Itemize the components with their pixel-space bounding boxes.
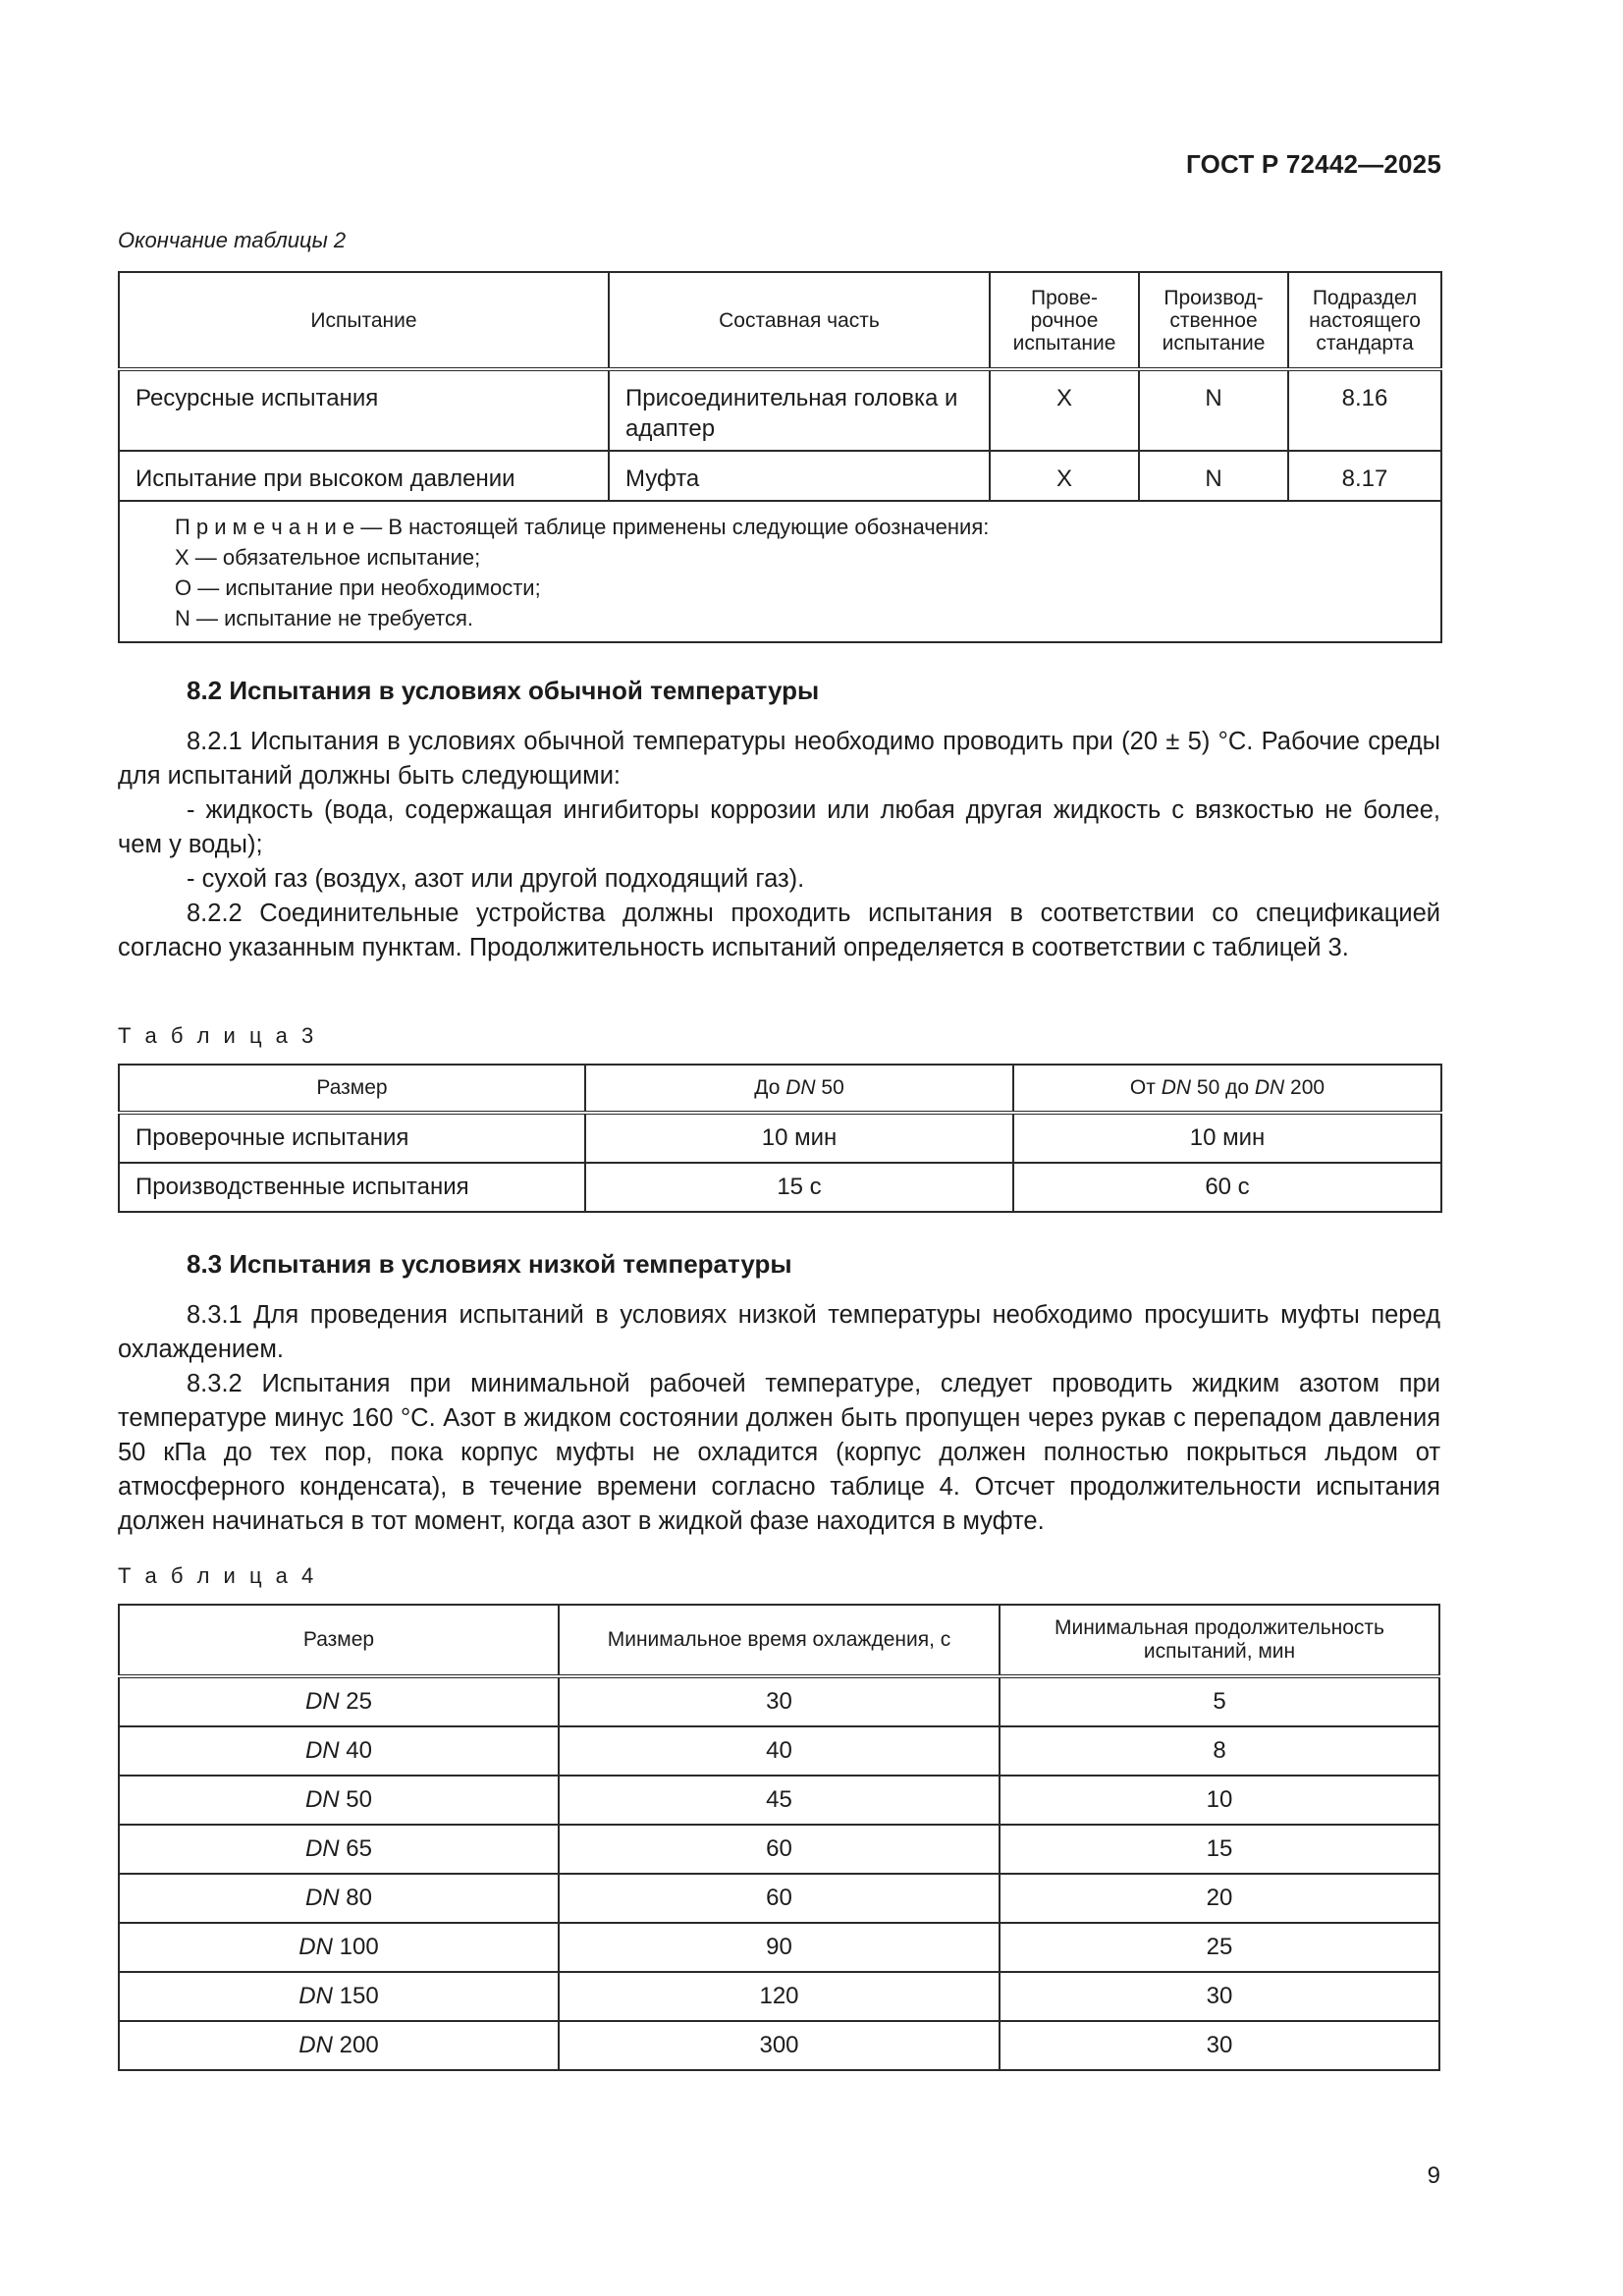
note-line: X — обязательное испытание; [175,545,481,570]
table-row [119,2021,1439,2070]
paragraph-liquid: - жидкость (вода, содержащая ингибиторы коррозии или любая другая жидкость с вязкостью не более, чем у воды); [118,796,1440,858]
note-line: N — испытание не требуется. [175,606,474,630]
table-cell: 300 [559,2021,1000,2070]
table-row [119,1676,1439,1726]
paragraph-8-3-1: 8.3.1 Для проведения испытаний в условиях низкой температуры необходимо просушить муфты перед охлаждением. [118,1301,1440,1363]
table-cell: Муфта [609,451,990,501]
table-cell: X [990,451,1139,501]
table-cell: 60 с [1013,1163,1441,1212]
table-cell: 120 [559,1972,1000,2021]
table-cell: DN 25 [119,1676,559,1726]
table-cell: 10 мин [1013,1113,1441,1163]
table3-header-cell: Размер [119,1065,585,1113]
table-cell: Присоединительная головка и адаптер [609,369,990,451]
table-cell: Производственные испытания [119,1163,585,1212]
table2-note-row [119,501,1441,642]
table-cell: 5 [1000,1676,1439,1726]
paragraph-8-2-2: 8.2.2 Соединительные устройства должны проходить испытания в соответствии со спецификацией согласно указанным пунктам. Продолжительность испытаний определяется в соответствии с таблицей 3. [118,900,1440,961]
table-cell: DN 50 [119,1776,559,1825]
table-cell: 40 [559,1726,1000,1776]
paragraph-gas: - сухой газ (воздух, азот или другой подходящий газ). [187,865,805,893]
page-number: 9 [1427,2162,1440,2189]
table-cell: 8.17 [1288,451,1441,501]
note-text: — В настоящей таблице применены следующие обозначения: [354,515,990,539]
table-cell: Проверочные испытания [119,1113,585,1163]
table-cell: 30 [1000,2021,1439,2070]
table-cell: DN 100 [119,1923,559,1972]
table2-header-cell: Составная часть [609,272,990,369]
table-cell: 60 [559,1825,1000,1874]
table-cell: 45 [559,1776,1000,1825]
table-cell: DN 40 [119,1726,559,1776]
table-cell: N [1139,451,1288,501]
table-cell: 90 [559,1923,1000,1972]
note-label: П р и м е ч а н и е [175,515,355,539]
table-row [119,1113,1441,1163]
table-row [119,451,1441,501]
table-cell: 30 [1000,1972,1439,2021]
table-cell: Испытание при высоком давлении [119,451,609,501]
table4-header-cell: Минимальное время охлаждения, с [559,1605,1000,1676]
table4-body [119,1676,1439,2070]
table-row [119,1163,1441,1212]
table2-header-cell: Прове- рочное испытание [990,272,1139,369]
table-cell: 60 [559,1874,1000,1923]
table-row [119,1923,1439,1972]
table-row [119,1726,1439,1776]
table-cell: 30 [559,1676,1000,1726]
table-cell: 8 [1000,1726,1439,1776]
table-cell: 10 мин [585,1113,1013,1163]
paragraph-8-3-2: 8.3.2 Испытания при минимальной рабочей температуре, следует проводить жидким азотом при температуре минус 160 °С. Азот в жидком состоянии должен быть пропущен через рукав с перепадом давления 50 кПа до тех пор, пока корпус муфты не охладится (корпус должен полностью покрыться льдом от атмосферного конденсата), в течение времени согласно таблице 4. Отсчет продолжительности испытания должен начинаться в тот момент, когда азот в жидкой фазе находится в муфте. [118,1370,1440,1535]
table2 [118,271,1442,643]
table-row [119,1972,1439,2021]
table2-header-cell: Испытание [119,272,609,369]
table3-header-cell: От DN 50 до DN 200 [1013,1065,1441,1113]
table-row [119,1874,1439,1923]
paragraph-8-2-1: 8.2.1 Испытания в условиях обычной температуры необходимо проводить при (20 ± 5) °С. Рабочие среды для испытаний должны быть следующими: [118,728,1440,790]
table3 [118,1064,1442,1213]
table4 [118,1604,1440,2071]
table2-header-cell: Подраздел настоящего стандарта [1288,272,1441,369]
note-line: O — испытание при необходимости; [175,575,541,600]
table2-header-cell: Производ- ственное испытание [1139,272,1288,369]
table-cell: 10 [1000,1776,1439,1825]
table-cell: 15 с [585,1163,1013,1212]
table-cell: Ресурсные испытания [119,369,609,451]
table-row [119,1825,1439,1874]
table-cell: DN 80 [119,1874,559,1923]
table-cell: 15 [1000,1825,1439,1874]
table3-caption: Т а б л и ц а 3 [118,1023,318,1048]
table-cell: DN 200 [119,2021,559,2070]
table-cell: 8.16 [1288,369,1441,451]
table-cell: N [1139,369,1288,451]
table2-caption: Окончание таблицы 2 [118,228,347,252]
table-row [119,1776,1439,1825]
table4-header-cell: Размер [119,1605,559,1676]
table-cell: DN 65 [119,1825,559,1874]
table2-note [119,501,1441,642]
table3-header-cell: До DN 50 [585,1065,1013,1113]
table4-header-row [119,1605,1439,1676]
table-cell: DN 150 [119,1972,559,2021]
table4-header-cell: Минимальная продолжительность испытаний, мин [1000,1605,1439,1676]
table-cell: 25 [1000,1923,1439,1972]
table3-header-row [119,1065,1441,1113]
section-8-2-heading: 8.2 Испытания в условиях обычной температуры [187,676,820,705]
table4-caption: Т а б л и ц а 4 [118,1563,318,1588]
standard-designation: ГОСТ Р 72442—2025 [1186,149,1441,179]
table-cell: 20 [1000,1874,1439,1923]
table2-header-row [119,272,1441,369]
table-cell: X [990,369,1139,451]
table-row [119,369,1441,451]
section-8-3-heading: 8.3 Испытания в условиях низкой температуры [187,1249,792,1279]
